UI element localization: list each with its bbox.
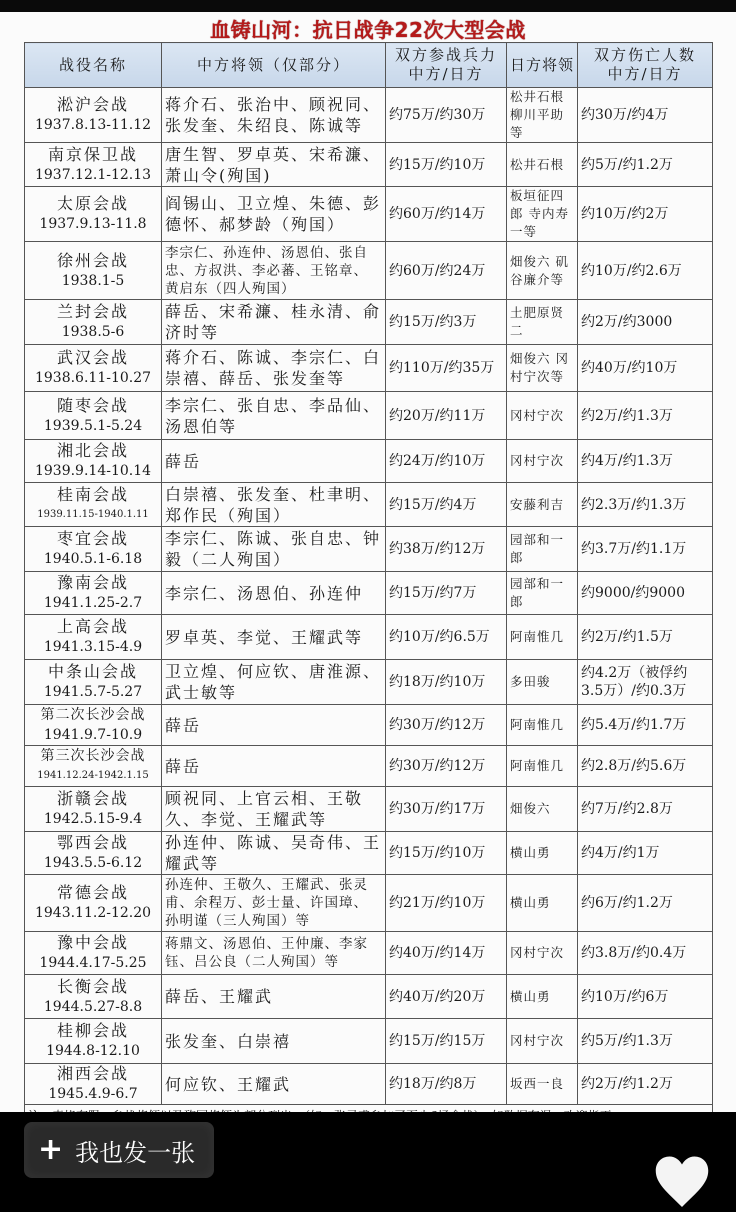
header-battle: 战役名称: [25, 43, 162, 88]
battle-date: 1941.5.7-5.27: [43, 684, 143, 700]
table-row: [25, 660, 713, 705]
battle-name: 南京保卫战: [47, 144, 138, 164]
table-row: [25, 88, 713, 143]
battle-cell: [25, 615, 162, 660]
cn-generals-cell: 唐生智、罗卓英、宋希濂、萧山令(殉国): [162, 143, 386, 187]
losses-cell: 约6万/约1.2万: [578, 875, 713, 932]
jp-generals-cell: 横山勇: [507, 832, 578, 875]
table-row: [25, 615, 713, 660]
battle-cell: [25, 300, 162, 345]
heart-icon[interactable]: [652, 1152, 712, 1212]
table-row: [25, 143, 713, 187]
battle-name: 长衡会战: [56, 976, 129, 996]
header-cn-generals: 中方将领（仅部分）: [162, 43, 386, 88]
battle-date: 1945.4.9-6.7: [48, 1086, 138, 1102]
battle-name: 中条山会战: [47, 662, 138, 681]
battle-date: 1939.9.14-10.14: [34, 463, 152, 479]
cn-generals-cell: 薛岳、宋希濂、桂永清、俞济时等: [162, 300, 386, 345]
battle-name: 第二次长沙会战: [40, 707, 146, 723]
losses-cell: 约7万/约2.8万: [578, 787, 713, 832]
battles-table: [24, 42, 713, 1128]
header-losses: [578, 43, 713, 88]
battle-cell: [25, 932, 162, 975]
jp-generals-cell: 园部和一郎: [507, 527, 578, 572]
jp-generals-cell: 冈村宁次: [507, 1019, 578, 1064]
forces-cell: 约15万/约10万: [386, 832, 507, 875]
table-row: [25, 787, 713, 832]
battle-cell: [25, 527, 162, 572]
cn-generals-cell: 薛岳、王耀武: [162, 975, 386, 1019]
cn-generals-cell: 李宗仁、陈诚、张自忠、钟毅（二人殉国）: [162, 527, 386, 572]
table-row: [25, 932, 713, 975]
losses-cell: 约10万/约2.6万: [578, 242, 713, 300]
battle-cell: [25, 88, 162, 143]
battle-cell: [25, 787, 162, 832]
header-forces-line1: 双方参战兵力: [394, 46, 497, 64]
battle-cell: [25, 483, 162, 527]
forces-cell: 约60万/约24万: [386, 242, 507, 300]
losses-cell: 约2万/约3000: [578, 300, 713, 345]
losses-cell: 约4万/约1万: [578, 832, 713, 875]
forces-cell: 约60万/约14万: [386, 187, 507, 242]
jp-generals-cell: 畑俊六: [507, 787, 578, 832]
cn-generals-cell: 罗卓英、李觉、王耀武等: [162, 615, 386, 660]
battle-date: 1939.5.1-5.24: [43, 417, 143, 434]
jp-generals-cell: 阿南惟几: [507, 615, 578, 660]
losses-cell: 约5万/约1.2万: [578, 143, 713, 187]
forces-cell: 约15万/约3万: [386, 300, 507, 345]
losses-cell: 约2.3万/约1.3万: [578, 483, 713, 527]
battle-name: 鄂西会战: [56, 833, 129, 852]
plus-icon: +: [38, 1132, 64, 1167]
forces-cell: 约18万/约8万: [386, 1064, 507, 1105]
forces-cell: 约10万/约6.5万: [386, 615, 507, 660]
cn-generals-cell: 张发奎、白崇禧: [162, 1019, 386, 1064]
forces-cell: 约40万/约20万: [386, 975, 507, 1019]
cn-generals-cell: 顾祝同、上官云相、王敬久、李觉、王耀武等: [162, 787, 386, 832]
battle-cell: [25, 392, 162, 440]
jp-generals-cell: 畑俊六 矶谷廉介等: [507, 242, 578, 300]
forces-cell: 约30万/约17万: [386, 787, 507, 832]
losses-cell: 约2.8万/约5.6万: [578, 746, 713, 787]
header-forces: [386, 43, 507, 88]
cn-generals-cell: 孙连仲、陈诚、吴奇伟、王耀武等: [162, 832, 386, 875]
cn-generals-cell: 卫立煌、何应钦、唐淮源、武士敏等: [162, 660, 386, 705]
battle-date: 1937.12.1-12.13: [34, 166, 152, 183]
losses-cell: 约2万/约1.5万: [578, 615, 713, 660]
battle-date: 1941.12.24-1942.1.15: [37, 770, 149, 781]
forces-cell: 约30万/约12万: [386, 705, 507, 746]
battle-date: 1940.5.1-6.18: [43, 551, 143, 567]
jp-generals-cell: 园部和一郎: [507, 572, 578, 615]
losses-cell: 约2万/约1.3万: [578, 392, 713, 440]
losses-cell: 约5.4万/约1.7万: [578, 705, 713, 746]
battle-date: 1941.1.25-2.7: [43, 595, 143, 611]
post-button-label: 我也发一张: [75, 1138, 196, 1167]
battle-date: 1938.1-5: [61, 272, 125, 289]
battle-name: 随枣会战: [56, 395, 129, 415]
forces-cell: 约75万/约30万: [386, 88, 507, 143]
table-row: [25, 187, 713, 242]
battle-name: 湘西会战: [56, 1064, 129, 1083]
cn-generals-cell: 阎锡山、卫立煌、朱德、彭德怀、郝梦龄（殉国）: [162, 187, 386, 242]
cn-generals-cell: 李宗仁、汤恩伯、孙连仲: [162, 572, 386, 615]
cn-generals-cell: 薛岳: [162, 440, 386, 483]
table-row: [25, 746, 713, 787]
battle-date: 1941.3.15-4.9: [43, 639, 143, 655]
header-losses-line2: 中方/日方: [607, 65, 683, 83]
losses-cell: 约9000/约9000: [578, 572, 713, 615]
battle-cell: [25, 746, 162, 787]
forces-cell: 约15万/约15万: [386, 1019, 507, 1064]
battle-cell: [25, 345, 162, 392]
battle-cell: [25, 143, 162, 187]
header-losses-line1: 双方伤亡人数: [593, 46, 696, 64]
table-row: [25, 392, 713, 440]
jp-generals-cell: 畑俊六 冈村宁次等: [507, 345, 578, 392]
cn-generals-cell: 李宗仁、张自忠、李品仙、汤恩伯等: [162, 392, 386, 440]
losses-cell: 约3.7万/约1.1万: [578, 527, 713, 572]
table-row: [25, 572, 713, 615]
table-row: [25, 300, 713, 345]
table-header-row: [25, 43, 713, 88]
table-row: [25, 242, 713, 300]
forces-cell: 约38万/约12万: [386, 527, 507, 572]
battle-date: 1941.9.7-10.9: [43, 727, 143, 743]
battle-date: 1939.11.15-1940.1.11: [37, 508, 149, 520]
jp-generals-cell: 板垣征四郎 寺内寿一等: [507, 187, 578, 242]
battle-cell: [25, 187, 162, 242]
cn-generals-cell: 薛岳: [162, 746, 386, 787]
battle-cell: [25, 1019, 162, 1064]
jp-generals-cell: 多田骏: [507, 660, 578, 705]
losses-cell: 约5万/约1.3万: [578, 1019, 713, 1064]
losses-cell: 约3.8万/约0.4万: [578, 932, 713, 975]
jp-generals-cell: 横山勇: [507, 975, 578, 1019]
jp-generals-cell: 坂西一良: [507, 1064, 578, 1105]
forces-cell: 约21万/约10万: [386, 875, 507, 932]
table-row: [25, 345, 713, 392]
battle-date: 1944.5.27-8.8: [43, 998, 143, 1015]
battle-cell: [25, 975, 162, 1019]
jp-generals-cell: 松井石根 柳川平助等: [507, 88, 578, 143]
cn-generals-cell: 李宗仁、孙连仲、汤恩伯、张自忠、方叔洪、李必蕃、王铭章、黄启东（四人殉国）: [162, 242, 386, 300]
table-row: [25, 705, 713, 746]
battle-name: 上高会战: [56, 617, 129, 636]
post-one-too-button[interactable]: [24, 1122, 214, 1178]
header-jp-generals: 日方将领: [507, 43, 578, 88]
battle-name: 第三次长沙会战: [40, 748, 146, 764]
battle-cell: [25, 1064, 162, 1105]
cn-generals-cell: 蒋介石、张治中、顾祝同、张发奎、朱绍良、陈诚等: [162, 88, 386, 143]
forces-cell: 约20万/约11万: [386, 392, 507, 440]
battle-name: 桂柳会战: [56, 1021, 129, 1040]
table-row: [25, 1064, 713, 1105]
battle-name: 桂南会战: [56, 484, 129, 504]
losses-cell: 约4万/约1.3万: [578, 440, 713, 483]
top-bar: [0, 0, 736, 12]
jp-generals-cell: 安藤利吉: [507, 483, 578, 527]
battle-name: 武汉会战: [56, 348, 129, 367]
table-row: [25, 975, 713, 1019]
cn-generals-cell: 白崇禧、张发奎、杜聿明、郑作民（殉国）: [162, 483, 386, 527]
battle-cell: [25, 705, 162, 746]
battle-name: 枣宜会战: [56, 529, 129, 548]
battle-name: 豫中会战: [56, 933, 129, 952]
cn-generals-cell: 蒋鼎文、汤恩伯、王仲廉、李家钰、吕公良（二人殉国）等: [162, 932, 386, 975]
jp-generals-cell: 土肥原贤二: [507, 300, 578, 345]
losses-cell: 约30万/约4万: [578, 88, 713, 143]
battle-name: 兰封会战: [56, 302, 129, 321]
table-row: [25, 875, 713, 932]
losses-cell: 约2万/约1.2万: [578, 1064, 713, 1105]
battle-name: 豫南会战: [56, 573, 129, 592]
battle-name: 浙赣会战: [56, 789, 129, 808]
table-row: [25, 483, 713, 527]
battle-date: 1938.6.11-10.27: [34, 370, 152, 386]
forces-cell: 约15万/约7万: [386, 572, 507, 615]
losses-cell: 约10万/约2万: [578, 187, 713, 242]
battle-cell: [25, 440, 162, 483]
jp-generals-cell: 冈村宁次: [507, 440, 578, 483]
jp-generals-cell: 松井石根: [507, 143, 578, 187]
jp-generals-cell: 冈村宁次: [507, 932, 578, 975]
battle-date: 1943.11.2-12.20: [34, 905, 152, 921]
battle-name: 淞沪会战: [56, 95, 129, 114]
forces-cell: 约30万/约12万: [386, 746, 507, 787]
battle-date: 1943.5.5-6.12: [43, 855, 143, 871]
cn-generals-cell: 孙连仲、王敬久、王耀武、张灵甫、余程万、彭士量、许国璋、孙明谨（三人殉国）等: [162, 875, 386, 932]
battle-date: 1944.4.17-5.25: [39, 955, 147, 971]
battle-cell: [25, 242, 162, 300]
losses-cell: 约10万/约6万: [578, 975, 713, 1019]
poster-title: 血铸山河：抗日战争22次大型会战: [210, 18, 526, 42]
forces-cell: 约18万/约10万: [386, 660, 507, 705]
cn-generals-cell: 何应钦、王耀武: [162, 1064, 386, 1105]
forces-cell: 约40万/约14万: [386, 932, 507, 975]
losses-cell: 约40万/约10万: [578, 345, 713, 392]
jp-generals-cell: 横山勇: [507, 875, 578, 932]
battle-name: 太原会战: [56, 194, 129, 213]
battle-date: 1942.5.15-9.4: [43, 811, 143, 827]
cn-generals-cell: 薛岳: [162, 705, 386, 746]
battle-date: 1937.9.13-11.8: [39, 216, 147, 232]
jp-generals-cell: 阿南惟几: [507, 705, 578, 746]
forces-cell: 约110万/约35万: [386, 345, 507, 392]
battle-name: 徐州会战: [56, 250, 129, 270]
forces-cell: 约24万/约10万: [386, 440, 507, 483]
table-row: [25, 832, 713, 875]
battle-name: 常德会战: [56, 883, 129, 902]
bottom-bar: [0, 1112, 736, 1200]
table-row: [25, 527, 713, 572]
forces-cell: 约15万/约10万: [386, 143, 507, 187]
battle-date: 1937.8.13-11.12: [34, 117, 152, 133]
battle-cell: [25, 660, 162, 705]
battle-name: 湘北会战: [56, 441, 129, 460]
battle-cell: [25, 875, 162, 932]
battle-date: 1938.5-6: [61, 324, 125, 340]
cn-generals-cell: 蒋介石、陈诚、李宗仁、白崇禧、薛岳、张发奎等: [162, 345, 386, 392]
jp-generals-cell: 冈村宁次: [507, 392, 578, 440]
table-row: [25, 440, 713, 483]
battle-cell: [25, 832, 162, 875]
jp-generals-cell: 阿南惟几: [507, 746, 578, 787]
forces-cell: 约15万/约4万: [386, 483, 507, 527]
losses-cell: 约4.2万（被俘约3.5万）/约0.3万: [578, 660, 713, 705]
battle-table-image: [0, 12, 736, 1112]
battle-cell: [25, 572, 162, 615]
table-row: [25, 1019, 713, 1064]
battle-date: 1944.8-12.10: [46, 1043, 140, 1059]
header-forces-line2: 中方/日方: [408, 65, 484, 83]
